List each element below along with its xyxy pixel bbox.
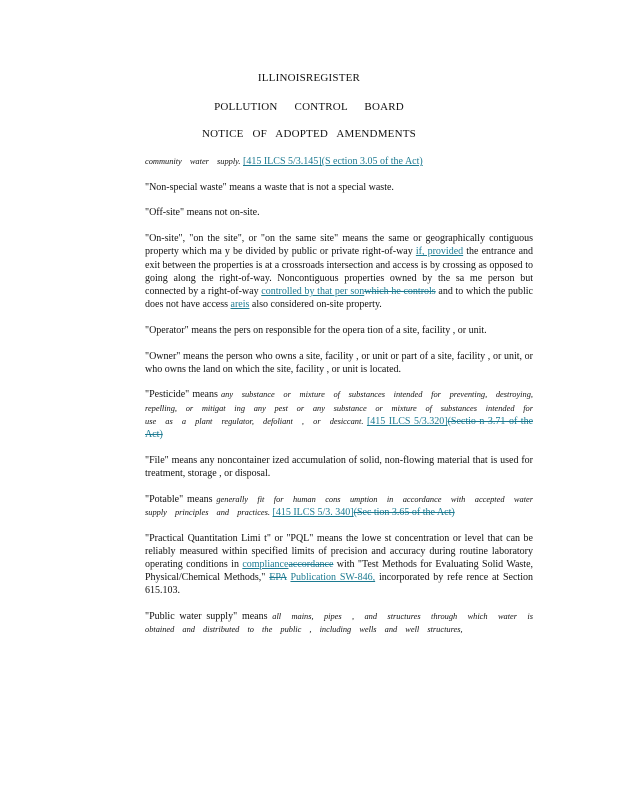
definition-public-water-supply <box>145 610 533 636</box>
definition-text: and to which the public does not have access <box>145 285 533 311</box>
deleted-text: EPA <box>269 572 287 584</box>
definition-potable <box>145 493 533 519</box>
definition-text: the entrance and exit between the properties is at a crossroads intersection and access is by crossing as opposed to going along the right-of-way. Noncontiguous properties owned by the sa me person but connected by a right-of-way <box>145 246 534 297</box>
definition-off-site: "Off-site" means not on-site. <box>145 207 260 219</box>
deleted-text: which he controls <box>364 285 436 297</box>
citation: [415 ILCS 5/3.320] <box>366 415 448 427</box>
statutory-text: any substance or mixture of substances intended for preventing, destroying, repelling, or mitigat ing any pest or any substance or mixture of substances intended for use as a plant regulator, defoliant , or desiccant. <box>145 390 533 426</box>
definition-owner: "Owner" means the person who owns a site, facility , or unit or part of a site, facility , or unit, or who owns the land on which the site, facility , or unit is located. <box>145 350 533 375</box>
inserted-text: areis <box>230 299 250 311</box>
definition-text: with "Test Methods for Evaluating Solid Waste, Physical/Chemical Methods," <box>145 558 534 584</box>
definition-pesticide <box>145 388 533 441</box>
inserted-text: compliance <box>242 558 289 570</box>
inserted-text: if, provided <box>415 246 464 258</box>
definition-on-site <box>145 232 533 311</box>
definition-lead: "Pesticide" means <box>145 389 218 401</box>
definition-file: "File" means any noncontainer ized accumulation of solid, non-flowing material that is used for treatment, storage , or disposal. <box>145 454 533 479</box>
definition-text: incorporated by refe rence at Section 615.103. <box>145 572 533 597</box>
definition-text: also considered on-site property. <box>251 299 382 311</box>
definition-text: "Practical Quantitation Limi t" or "PQL" means the lowe st concentration or level that can be reliably measured within specified limits of precision and accuracy during routine laboratory operating conditions in <box>145 532 533 570</box>
definition-non-special-waste: "Non-special waste" means a waste that is not a special waste. <box>145 181 394 193</box>
paragraph-community-water-supply <box>145 155 533 168</box>
citation: [415 ILCS 5/3.145](S ection 3.05 of the Act) <box>243 156 423 167</box>
deleted-text: (Sec tion 3.65 of the Act) <box>353 506 455 518</box>
definition-pql <box>145 532 533 598</box>
inserted-text: Publication SW-846, <box>290 572 376 584</box>
deleted-text: accordance <box>288 558 334 570</box>
citation: [415 ILCS 5/3. 340] <box>272 506 354 518</box>
document-body <box>145 155 533 649</box>
definition-text: "On-site", "on the site", or "on the same site" means the same or geographically contiguous property which ma y be divided by public or private right-of-way <box>145 233 533 258</box>
register-title: ILLINOISREGISTER <box>257 72 361 84</box>
definition-operator: "Operator" means the pers on responsible for the opera tion of a site, facility , or unit. <box>145 324 487 336</box>
definition-lead: "Public water supply" means <box>145 611 268 623</box>
definition-lead: "Potable" means <box>145 493 213 505</box>
statutory-text: generally fit for human cons umption in accordance with accepted water supply principles and practices. <box>145 494 534 517</box>
statutory-text: community water supply. <box>145 157 241 166</box>
notice-title: NOTICE OF ADOPTED AMENDMENTS <box>202 128 416 140</box>
inserted-text: controlled by that per son <box>261 285 365 297</box>
statutory-text: all mains, pipes , and structures through which water is obtained and distributed to the public , including wells and well structures, <box>145 612 533 635</box>
board-title: POLLUTION CONTROL BOARD <box>214 101 404 113</box>
deleted-text: (Sectio n 3.71 of the Act) <box>145 415 534 441</box>
